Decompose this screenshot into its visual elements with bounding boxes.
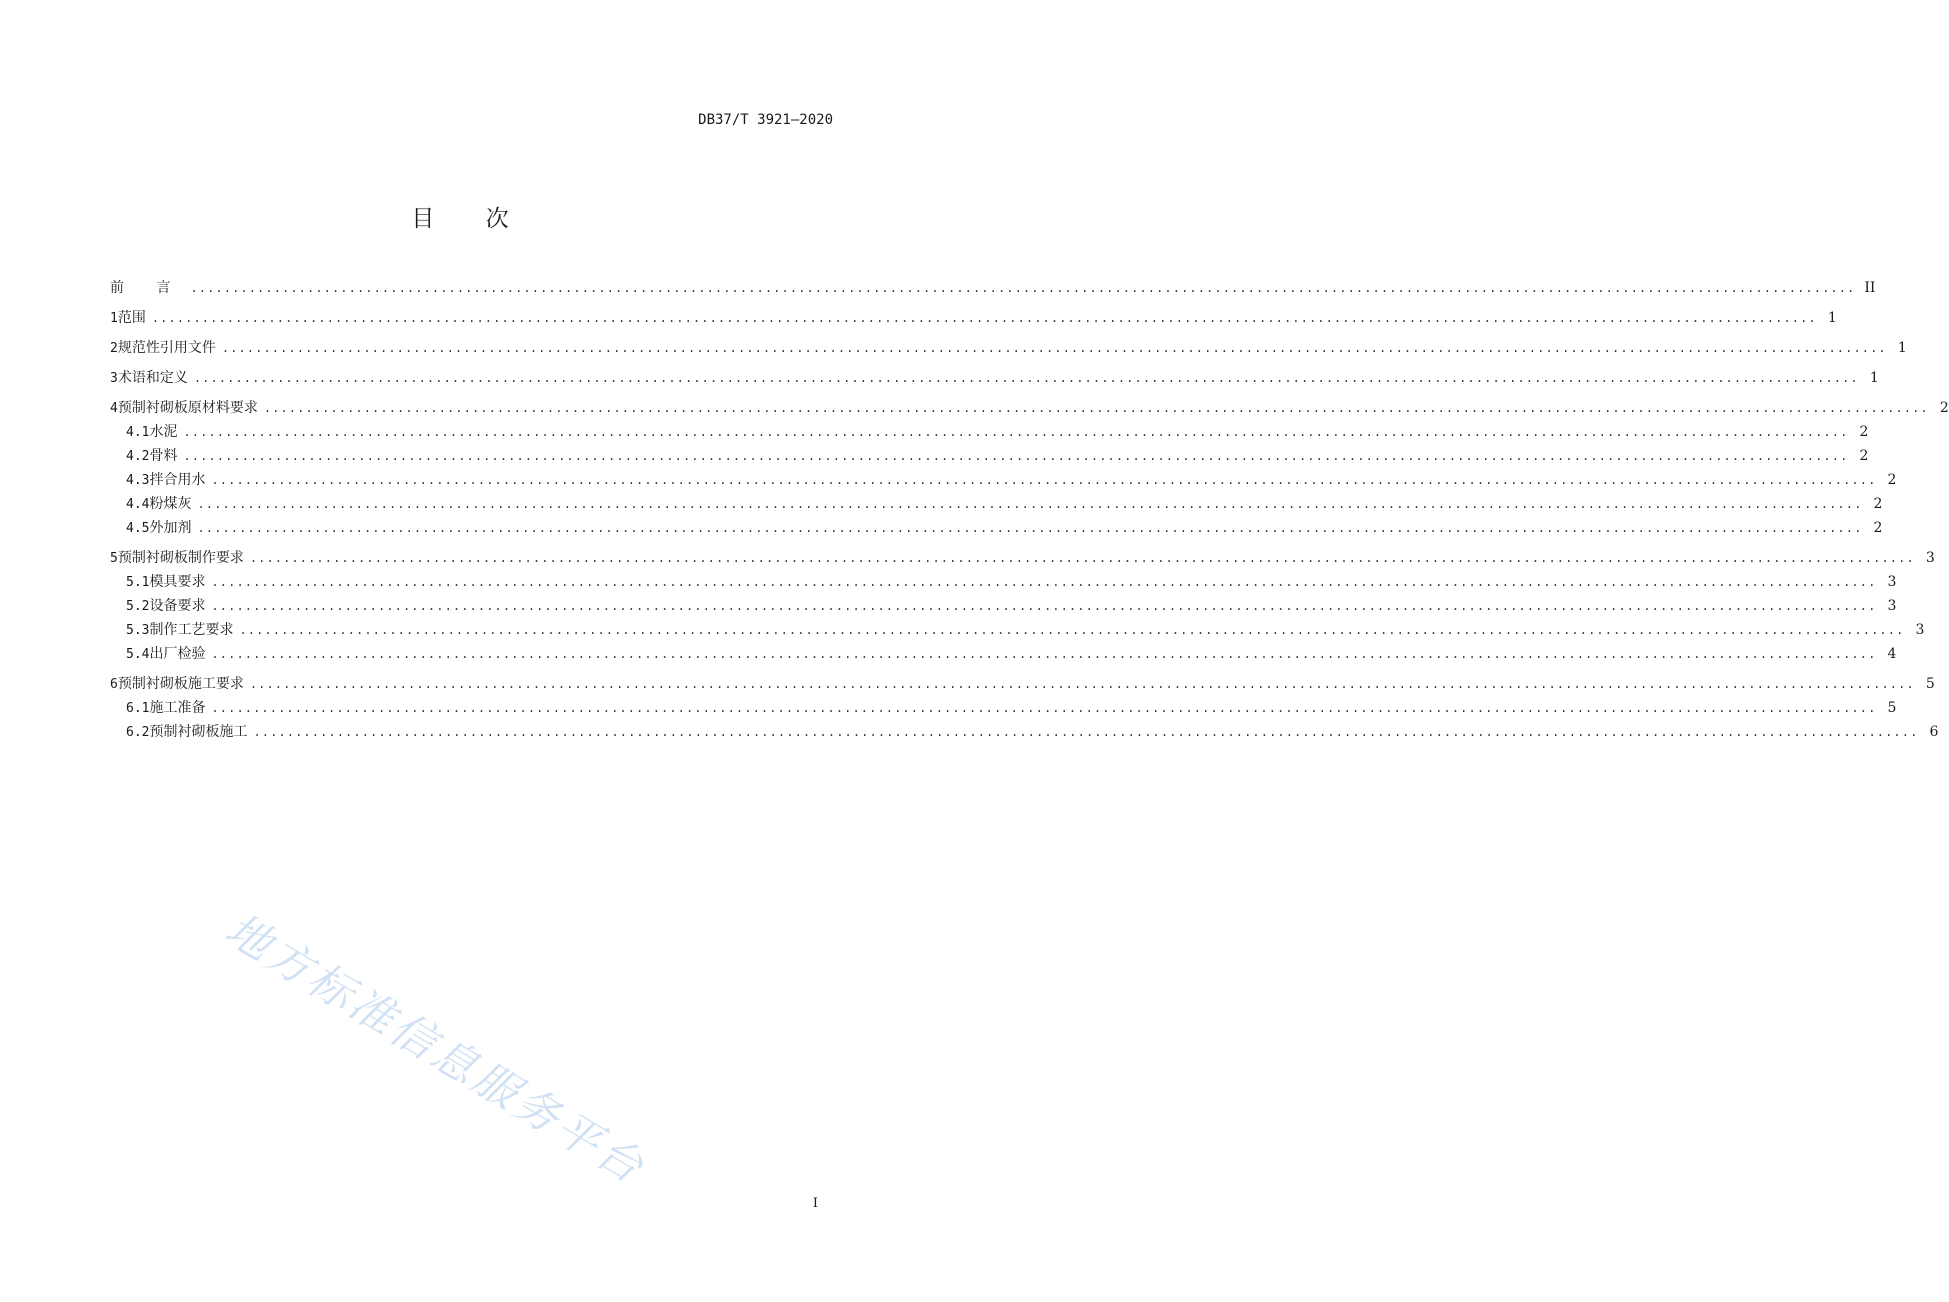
toc-entry[interactable] <box>110 278 1876 298</box>
toc-entry-page: 6 <box>1929 724 1939 740</box>
toc-entry-page: 2 <box>1873 496 1883 512</box>
toc-entry[interactable] <box>110 494 1883 514</box>
toc-leader-dots: ........................................................................................................................................................................................................ <box>253 725 1919 739</box>
toc-leader-dots: ........................................................................................................................................................................................................ <box>183 449 1849 463</box>
toc-leader-dots: ........................................................................................................................................................................................................ <box>239 623 1905 637</box>
toc-entry-number: 3 <box>110 371 118 386</box>
toc-entry[interactable] <box>110 398 1949 418</box>
toc-entry-label: 骨料 <box>149 448 178 464</box>
toc-entry-label: 术语和定义 <box>117 370 188 386</box>
toc-entry-page: 1 <box>1897 340 1907 356</box>
toc-leader-dots: ........................................................................................................................................................................................................ <box>151 311 1817 325</box>
toc-leader-dots: ........................................................................................................................................................................................................ <box>211 701 1877 715</box>
toc-entry-label: 范围 <box>117 310 146 326</box>
toc-entry-label: 前 言 <box>110 280 185 296</box>
toc-entry-label: 预制衬砌板施工 <box>149 724 248 740</box>
toc-entry-page: 3 <box>1887 598 1897 614</box>
toc-entry-label: 出厂检验 <box>149 646 206 662</box>
toc-entry-number: 5.1 <box>126 575 150 590</box>
toc-entry-page: 2 <box>1873 520 1883 536</box>
toc-entry-label: 预制衬砌板施工要求 <box>117 676 244 692</box>
toc-entry-label: 制作工艺要求 <box>149 622 234 638</box>
toc-entry-page: 1 <box>1869 370 1879 386</box>
toc-entry-number: 4 <box>110 401 118 416</box>
toc-entry-label: 规范性引用文件 <box>117 340 216 356</box>
toc-entry[interactable] <box>110 596 1897 616</box>
toc-entry[interactable] <box>110 698 1897 718</box>
toc-leader-dots: ........................................................................................................................................................................................................ <box>211 473 1877 487</box>
toc-entry-label: 设备要求 <box>149 598 206 614</box>
toc-entry-number: 4.2 <box>126 449 150 464</box>
toc-leader-dots: ........................................................................................................................................................................................................ <box>249 551 1915 565</box>
toc-entry-page: 5 <box>1887 700 1897 716</box>
toc-entry-number: 4.4 <box>126 497 150 512</box>
toc-entry[interactable] <box>110 422 1869 442</box>
toc-entry-page: 5 <box>1925 676 1935 692</box>
toc-leader-dots: ........................................................................................................................................................................................................ <box>190 281 1856 295</box>
toc-entry-number: 2 <box>110 341 118 356</box>
toc-entry-number: 4.5 <box>126 521 150 536</box>
toc-entry[interactable] <box>110 722 1939 742</box>
toc-entry-label: 模具要求 <box>149 574 206 590</box>
toc-entry-page: II <box>1864 280 1876 296</box>
document-code: DB37/T 3921—2020 <box>698 112 833 128</box>
toc-entry-number: 5 <box>110 551 118 566</box>
toc-entry-number: 6.2 <box>126 725 150 740</box>
toc-entry-number: 6.1 <box>126 701 150 716</box>
toc-entry[interactable] <box>110 446 1869 466</box>
toc-entry-number: 6 <box>110 677 118 692</box>
toc-entry-page: 2 <box>1887 472 1897 488</box>
page-number: I <box>812 1196 818 1211</box>
page-title: 目 次 <box>411 206 531 232</box>
toc-entry[interactable] <box>110 572 1897 592</box>
toc-entry-page: 3 <box>1915 622 1925 638</box>
toc-leader-dots: ........................................................................................................................................................................................................ <box>211 647 1877 661</box>
toc-entry-number: 5.3 <box>126 623 150 638</box>
toc-entry-number: 5.2 <box>126 599 150 614</box>
toc-entry-page: 3 <box>1925 550 1935 566</box>
toc-entry[interactable] <box>110 338 1907 358</box>
toc-leader-dots: ........................................................................................................................................................................................................ <box>221 341 1887 355</box>
toc-entry-page: 2 <box>1859 448 1869 464</box>
toc-entry-number: 1 <box>110 311 118 326</box>
toc-leader-dots: ........................................................................................................................................................................................................ <box>211 599 1877 613</box>
toc-entry-label: 预制衬砌板制作要求 <box>117 550 244 566</box>
table-of-contents <box>110 278 1949 742</box>
toc-entry-page: 2 <box>1859 424 1869 440</box>
toc-entry[interactable] <box>110 620 1925 640</box>
toc-leader-dots: ........................................................................................................................................................................................................ <box>197 497 1863 511</box>
toc-entry-label: 拌合用水 <box>149 472 206 488</box>
toc-leader-dots: ........................................................................................................................................................................................................ <box>183 425 1849 439</box>
toc-entry[interactable] <box>110 368 1879 388</box>
toc-leader-dots: ........................................................................................................................................................................................................ <box>193 371 1859 385</box>
toc-entry[interactable] <box>110 548 1935 568</box>
toc-leader-dots: ........................................................................................................................................................................................................ <box>197 521 1863 535</box>
toc-entry-page: 1 <box>1827 310 1837 326</box>
toc-entry-page: 4 <box>1887 646 1897 662</box>
toc-entry-label: 预制衬砌板原材料要求 <box>117 400 258 416</box>
watermark-text: 地方标准信息服务平台 <box>216 903 655 1195</box>
toc-leader-dots: ........................................................................................................................................................................................................ <box>211 575 1877 589</box>
toc-entry[interactable] <box>110 308 1837 328</box>
toc-entry-label: 粉煤灰 <box>149 496 192 512</box>
toc-entry-label: 施工准备 <box>149 700 206 716</box>
toc-leader-dots: ........................................................................................................................................................................................................ <box>263 401 1929 415</box>
toc-entry[interactable] <box>110 644 1897 664</box>
toc-entry-number: 4.3 <box>126 473 150 488</box>
toc-entry-page: 2 <box>1939 400 1949 416</box>
toc-entry-number: 4.1 <box>126 425 150 440</box>
toc-entry-number: 5.4 <box>126 647 150 662</box>
toc-leader-dots: ........................................................................................................................................................................................................ <box>249 677 1915 691</box>
toc-entry[interactable] <box>110 674 1935 694</box>
toc-entry-label: 外加剂 <box>149 520 192 536</box>
toc-entry[interactable] <box>110 470 1897 490</box>
toc-entry-page: 3 <box>1887 574 1897 590</box>
toc-entry[interactable] <box>110 518 1883 538</box>
toc-entry-label: 水泥 <box>149 424 178 440</box>
